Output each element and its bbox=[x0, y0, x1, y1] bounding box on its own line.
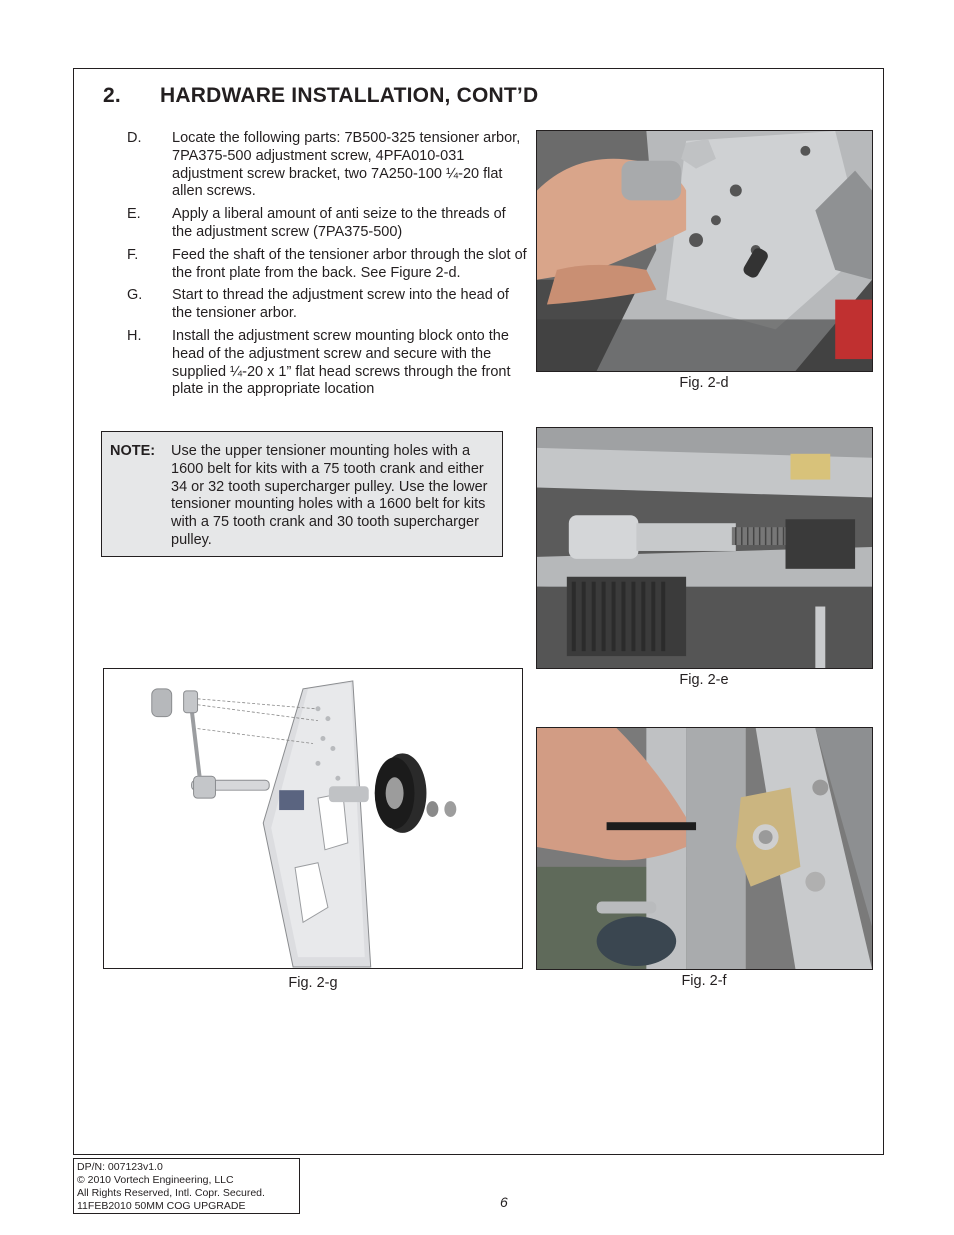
figure-2e-caption: Fig. 2-e bbox=[679, 672, 729, 688]
mounting-block-photo-illustration bbox=[537, 728, 872, 969]
step-item bbox=[127, 206, 527, 242]
step-text: Feed the shaft of the tensioner arbor through the slot of the front plate from the back. See Figure 2-d. bbox=[172, 246, 527, 281]
step-letter: G. bbox=[127, 287, 143, 304]
step-text: Locate the following parts: 7B500-325 tensioner arbor, 7PA375-500 adjustment screw, 4PFA010-031 adjustment screw bracket, two 7A250-100 ¼-20 flat allen screws. bbox=[172, 130, 521, 200]
section-title: HARDWARE INSTALLATION, CONT’D bbox=[160, 84, 539, 107]
step-item bbox=[127, 287, 527, 323]
exploded-view-illustration bbox=[104, 669, 522, 968]
note-box bbox=[101, 431, 503, 557]
step-text: Apply a liberal amount of anti seize to the threads of the adjustment screw (7PA375-500) bbox=[172, 206, 506, 240]
section-heading bbox=[103, 84, 538, 108]
step-text: Install the adjustment screw mounting block onto the head of the adjustment screw and secure with the supplied ¼-20 x 1” flat head screws through the front plate in the appropriate location bbox=[172, 327, 511, 398]
figure-2f-caption: Fig. 2-f bbox=[681, 973, 727, 989]
footer-document-info bbox=[73, 1158, 300, 1214]
step-letter: D. bbox=[127, 130, 142, 146]
footer-date-title: 11FEB2010 50MM COG UPGRADE bbox=[77, 1200, 246, 1212]
footer-part-number: DP/N: 007123v1.0 bbox=[77, 1161, 163, 1173]
step-item bbox=[127, 247, 527, 283]
step-item bbox=[127, 130, 527, 201]
page-number: 6 bbox=[500, 1194, 508, 1210]
note-label: NOTE: bbox=[110, 443, 156, 459]
footer-copyright: © 2010 Vortech Engineering, LLC bbox=[77, 1174, 234, 1186]
figure-2g-diagram bbox=[103, 668, 523, 969]
adjustment-screw-photo-illustration bbox=[537, 428, 872, 668]
figure-2d-photo bbox=[536, 130, 873, 372]
step-letter: H. bbox=[127, 327, 142, 344]
figure-2d-caption: Fig. 2-d bbox=[679, 375, 729, 391]
step-letter: F. bbox=[127, 246, 139, 263]
footer-rights: All Rights Reserved, Intl. Copr. Secured. bbox=[77, 1187, 265, 1199]
note-text: Use the upper tensioner mounting holes with a 1600 belt for kits with a 75 tooth crank and either 34 or 32 tooth supercharger pulley. Use the lower tensioner mounting holes with a 1600 belt for kits with a 75 tooth crank and 30 tooth supercharger pulley. bbox=[171, 443, 488, 548]
step-list bbox=[127, 130, 527, 404]
figure-2e-photo bbox=[536, 427, 873, 669]
step-letter: E. bbox=[127, 206, 141, 223]
step-item bbox=[127, 328, 527, 399]
figure-2g-caption: Fig. 2-g bbox=[288, 975, 338, 991]
section-number: 2. bbox=[103, 84, 121, 107]
tensioner-arbor-photo-illustration bbox=[537, 131, 872, 371]
figure-2f-photo bbox=[536, 727, 873, 970]
step-text: Start to thread the adjustment screw into the head of the tensioner arbor. bbox=[172, 287, 509, 322]
